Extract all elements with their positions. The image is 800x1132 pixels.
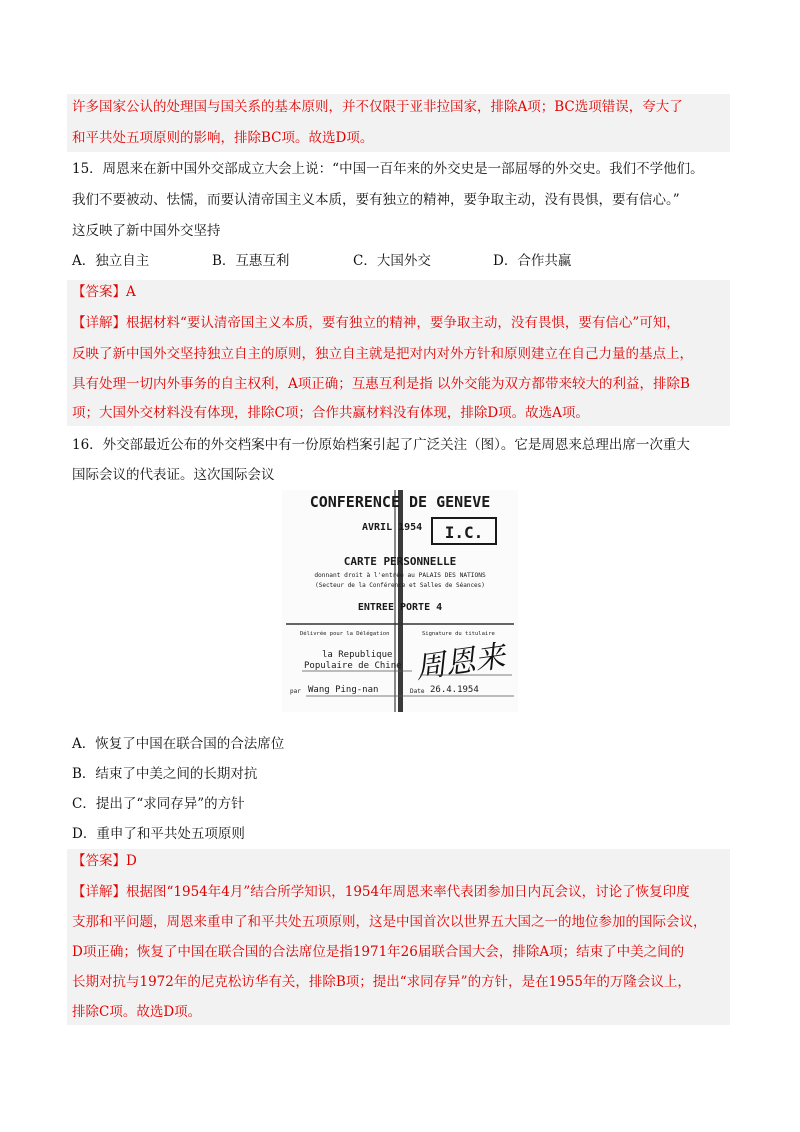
q14-explanation-line: 许多国家公认的处理国与国关系的基本原则，并不仅限于亚非拉国家，排除A项；BC选项错误，夸大了 bbox=[72, 99, 683, 115]
q16-detail-line: 长期对抗与1972年的尼克松访华有关，排除B项；提出“求同存异”的方针，是在1955年的万隆会议上， bbox=[72, 974, 691, 990]
q16-detail-line: 【详解】根据图“1954年4月”结合所学知识，1954年周恩来率代表团参加日内瓦会议，讨论了恢复印度 bbox=[72, 884, 690, 900]
q15-option-c[interactable]: C．大国外交 bbox=[353, 253, 431, 269]
pass-date: AVRIL 1954 bbox=[362, 522, 423, 533]
q16-answer-block bbox=[67, 849, 730, 1025]
q16-option-c[interactable]: C．提出了“求同存异”的方针 bbox=[72, 796, 245, 812]
q16-stem: 16．外交部最近公布的外交档案中有一份原始档案引起了广泛关注（图）。它是周恩来总理出席一次重大 bbox=[72, 437, 690, 453]
q15-stem: 我们不要被动、怯懦，而要认清帝国主义本质，要有独立的精神，要争取主动，没有畏惧，要有信心。” bbox=[72, 192, 680, 208]
q16-detail-line: 排除C项。故选D项。 bbox=[72, 1004, 202, 1020]
q16-option-a[interactable]: A．恢复了中国在联合国的合法席位 bbox=[72, 736, 285, 752]
q15-detail-line: 项；大国外交材料没有体现，排除C项；合作共赢材料没有体现，排除D项。故选A项。 bbox=[72, 405, 589, 421]
q15-option-b[interactable]: B．互惠互利 bbox=[212, 253, 290, 269]
q15-detail-line: 具有处理一切内外事务的自主权利，A项正确；互惠互利是指 以外交能为双方都带来较大的利益，排除B bbox=[72, 376, 690, 392]
pass-par-label: par bbox=[290, 688, 301, 695]
geneva-conference-pass-image bbox=[282, 490, 518, 712]
pass-label-delegation: Délivrée pour la Délégation bbox=[300, 631, 390, 637]
pass-entry: ENTREE PORTE 4 bbox=[357, 602, 443, 613]
pass-date-label: Date bbox=[410, 688, 425, 695]
q15-answer: 【答案】A bbox=[72, 284, 136, 300]
q16-option-b[interactable]: B．结束了中美之间的长期对抗 bbox=[72, 766, 258, 782]
q15-detail-line: 【详解】根据材料“要认清帝国主义本质，要有独立的精神，要争取主动，没有畏惧，要有信心”可知， bbox=[72, 315, 680, 331]
pass-subtitle-1: donnant droit à l'entrée au PALAIS DES NATIONS bbox=[314, 572, 486, 579]
q16-detail-line: 支那和平问题，周恩来重申了和平共处五项原则，这是中国首次以世界五大国之一的地位参加的国际会议， bbox=[72, 914, 707, 930]
q14-explanation-line: 和平共处五项原则的影响，排除BC项。故选D项。 bbox=[72, 130, 374, 146]
q15-option-d[interactable]: D．合作共赢 bbox=[493, 253, 572, 269]
pass-delegation-line2: Populaire de Chine bbox=[304, 661, 402, 671]
q15-option-a[interactable]: A．独立自主 bbox=[72, 253, 150, 269]
pass-issuer: Wang Ping-nan bbox=[308, 685, 379, 695]
pass-card-graphic bbox=[282, 490, 518, 712]
pass-signature: 周恩来 bbox=[413, 638, 508, 687]
q15-stem: 15．周恩来在新中国外交部成立大会上说：“中国一百年来的外交史是一部屈辱的外交史。我们不学他们。 bbox=[72, 161, 704, 177]
q15-detail-line: 反映了新中国外交坚持独立自主的原则，独立自主就是把对内对外方针和原则建立在自己力量的基点上， bbox=[72, 346, 693, 362]
q16-stem: 国际会议的代表证。这次国际会议 bbox=[72, 467, 275, 483]
q16-option-d[interactable]: D．重申了和平共处五项原则 bbox=[72, 826, 245, 842]
pass-subtitle-2: (Secteur de la Conférence et Salles de Séances) bbox=[315, 582, 485, 589]
pass-title: CONFERENCE DE GENEVE bbox=[309, 493, 491, 511]
q16-detail-line: D项正确；恢复了中国在联合国的合法席位是指1971年26届联合国大会，排除A项；结束了中美之间的 bbox=[72, 944, 685, 960]
pass-issue-date: 26.4.1954 bbox=[430, 685, 479, 695]
pass-heading: CARTE PERSONNELLE bbox=[343, 555, 457, 568]
pass-delegation-line1: la Republique bbox=[322, 650, 393, 660]
pass-label-signature: Signature du titulaire bbox=[422, 631, 495, 637]
q16-answer: 【答案】D bbox=[72, 853, 137, 869]
q15-stem: 这反映了新中国外交坚持 bbox=[72, 223, 221, 239]
pass-stamp: I.C. bbox=[444, 523, 484, 542]
